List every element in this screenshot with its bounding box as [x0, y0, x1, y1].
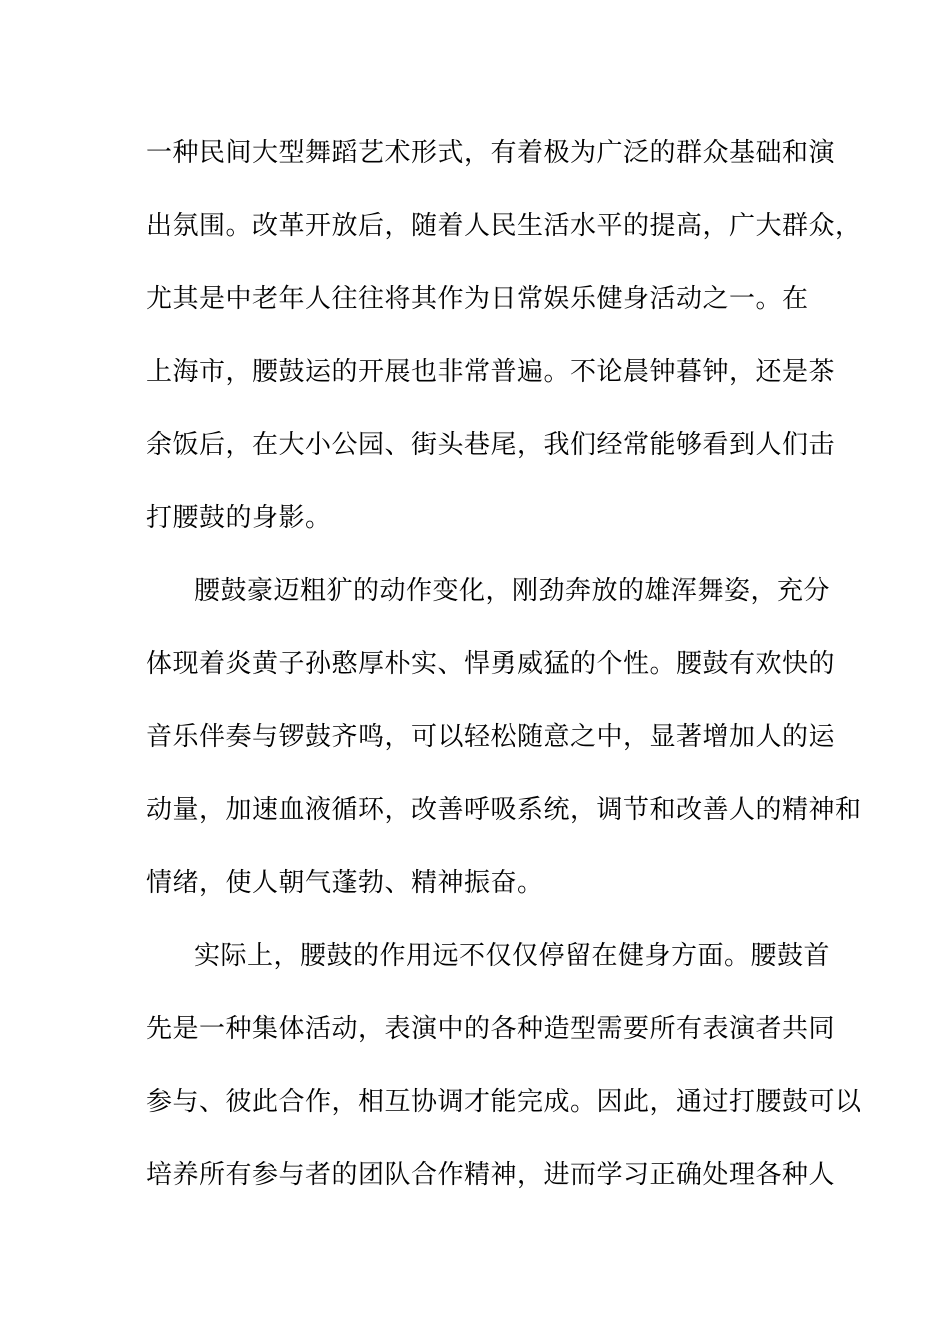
text-line: 动量，加速血液循环，改善呼吸系统，调节和改善人的精神和 — [146, 795, 862, 825]
text-line: 出氛围。改革开放后，随着人民生活水平的提高，广大群众， — [146, 211, 862, 241]
text-line: 音乐伴奏与锣鼓齐鸣，可以轻松随意之中，显著增加人的运 — [146, 722, 836, 752]
text-line: 余饭后，在大小公园、街头巷尾，我们经常能够看到人们击 — [146, 430, 836, 460]
text-line: 尤其是中老年人往往将其作为日常娱乐健身活动之一。在 — [146, 284, 809, 314]
text-line: 参与、彼此合作，相互协调才能完成。因此，通过打腰鼓可以 — [146, 1087, 862, 1117]
paragraph-waist-drum-teamwork — [146, 931, 862, 1223]
text-line: 培养所有参与者的团队合作精神，进而学习正确处理各种人 — [146, 1160, 836, 1190]
text-line: 上海市，腰鼓运的开展也非常普遍。不论晨钟暮钟，还是茶 — [146, 357, 836, 387]
paragraph-waist-drum-movements — [146, 566, 862, 931]
text-line: 实际上，腰鼓的作用远不仅仅停留在健身方面。腰鼓首 — [194, 941, 831, 971]
text-line: 打腰鼓的身影。 — [146, 503, 332, 533]
text-line: 情绪，使人朝气蓬勃、精神振奋。 — [146, 868, 544, 898]
text-line: 体现着炎黄子孙憨厚朴实、悍勇威猛的个性。腰鼓有欢快的 — [146, 649, 836, 679]
text-line: 一种民间大型舞蹈艺术形式，有着极为广泛的群众基础和演 — [146, 138, 836, 168]
paragraph-continued — [146, 128, 862, 566]
text-line: 先是一种集体活动，表演中的各种造型需要所有表演者共同 — [146, 1014, 836, 1044]
body-text — [146, 128, 862, 1223]
text-line: 腰鼓豪迈粗犷的动作变化，刚劲奔放的雄浑舞姿，充分 — [194, 576, 831, 606]
